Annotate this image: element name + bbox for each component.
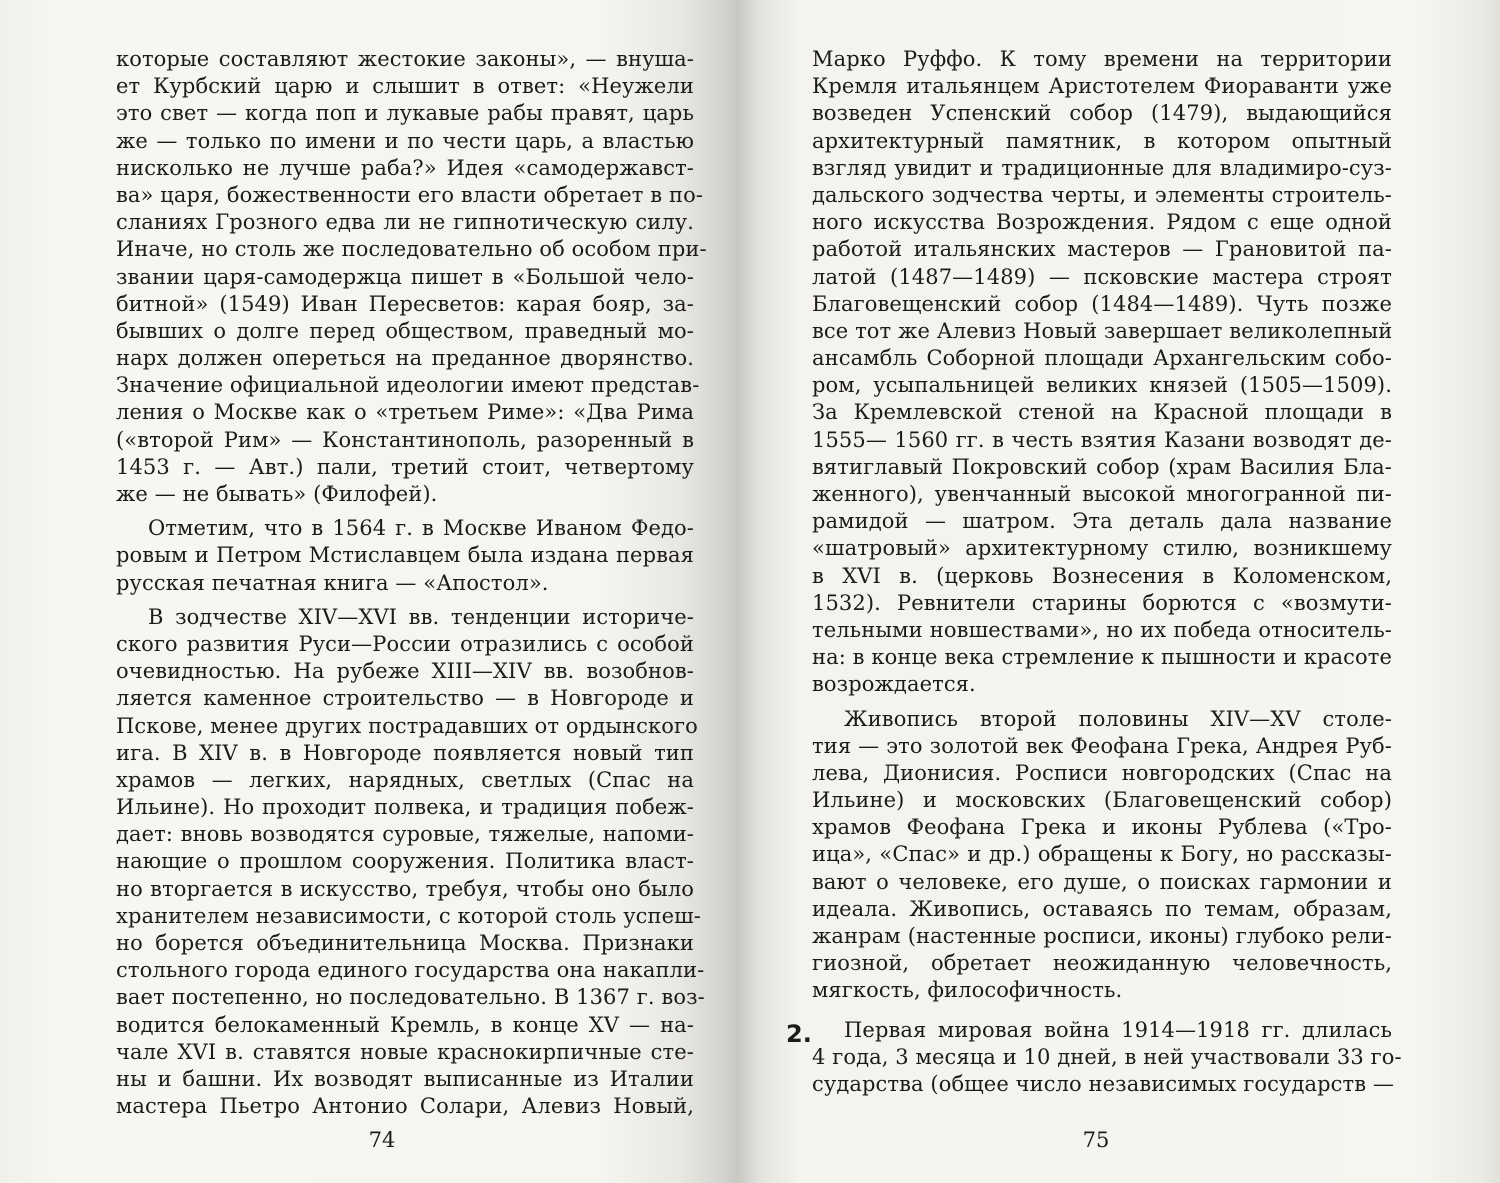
text-line: нающие о прошлом сооружения. Политика власт-	[116, 849, 694, 874]
text-line: стольного города единого государства она накапли-	[116, 958, 705, 983]
text-line: Марко Руффо. К тому времени на территории	[812, 47, 1392, 71]
text-line: русская печатная книга — «Апостол».	[116, 570, 549, 595]
text-line: звании царя-самодержца пишет в «Большой чело-	[116, 264, 694, 289]
text-line: ного искусства Возрождения. Рядом с еще одной	[812, 210, 1392, 235]
text-line: но борется объединительница Москва. Признаки	[116, 931, 694, 955]
text-line: архитектурный памятник, в котором опытный	[812, 128, 1392, 153]
text-line: ровым и Петром Мстиславцем была издана первая	[116, 543, 694, 568]
text-line: Живопись второй половины XIV—XV столе-	[844, 706, 1392, 731]
text-line: вятиглавый Покровский собор (храм Василия Бла-	[812, 454, 1392, 479]
text-line: дальского зодчества черты, и элементы строитель-	[812, 182, 1392, 207]
text-line: нарх должен опереться на преданное дворянство.	[116, 346, 694, 371]
text-line: водится белокаменный Кремль, в конце XV — на-	[116, 1012, 694, 1037]
text-line: возрождается.	[812, 672, 976, 697]
text-line: работой итальянских мастеров — Грановитой па-	[812, 237, 1392, 262]
text-line: 1532). Ревнители старины борются с «возмути-	[812, 590, 1392, 615]
text-line: латой (1487—1489) — псковские мастера строят	[812, 264, 1392, 289]
text-line: рамидой — шатром. Эта деталь дала название	[812, 509, 1392, 534]
text-line: сударства (общее число независимых государств —	[812, 1071, 1395, 1096]
text-line: Ильине). Но проходит полвека, и традиция побеж-	[116, 795, 694, 820]
text-line: на: в конце века стремление к пышности и красоте	[812, 645, 1392, 670]
text-line: Первая мировая война 1914—1918 гг. длилась	[844, 1017, 1392, 1042]
text-line: женного), увенчанный высокой многогранной пи-	[812, 482, 1392, 506]
text-line: 1555— 1560 гг. в честь взятия Казани возводят де-	[812, 427, 1392, 452]
text-line: которые составляют жестокие законы», — внуша-	[116, 47, 694, 71]
text-line: Ильине) и московских (Благовещенский собор)	[812, 788, 1392, 813]
text-line: жанрам (настенные росписи, иконы) глубоко рели-	[812, 924, 1392, 948]
text-line: («второй Рим» — Константинополь, разоренный в	[116, 427, 694, 452]
text-line: ны и башни. Их возводят выписанные из Италии	[116, 1066, 694, 1091]
text-line: тельными новшествами», но их победа относитель-	[812, 617, 1392, 642]
text-line: же — не бывать» (Филофей).	[116, 482, 438, 506]
text-line: вают о человеке, его душе, о поисках гармонии и	[812, 869, 1392, 894]
text-line: дает: вновь возводятся суровые, тяжелые, напоми-	[116, 822, 694, 847]
text-line: вает постепенно, но последовательно. В 1367 г. воз-	[116, 985, 705, 1010]
page-number: 75	[1082, 1128, 1110, 1152]
text-line: Пскове, менее других пострадавших от ордынского	[116, 713, 698, 738]
text-line: За Кремлевской стеной на Красной площади в	[812, 400, 1392, 425]
section-number: 2.	[786, 1020, 812, 1048]
text-line: но вторгается в искусство, требуя, чтобы оно было	[116, 876, 694, 901]
text-line: мастера Пьетро Антонио Солари, Алевиз Новый,	[116, 1094, 694, 1119]
text-line: лева, Дионисия. Росписи новгородских (Спас на	[812, 760, 1392, 785]
text-line: все тот же Алевиз Новый завершает великолепный	[812, 318, 1393, 343]
text-line: ром, усыпальницей великих князей (1505—1509).	[812, 373, 1392, 398]
text-line: в XVI в. (церковь Вознесения в Коломенском,	[812, 563, 1392, 588]
text-line: 1453 г. — Авт.) пали, третий стоит, четвертому	[116, 454, 694, 479]
text-line: сланиях Грозного едва ли не гипнотическую силу.	[116, 210, 694, 235]
text-line: Отметим, что в 1564 г. в Москве Иваном Федо-	[148, 516, 694, 541]
text-line: «шатровый» архитектурному стилю, возникшему	[812, 536, 1392, 561]
text-line: В зодчестве XIV—XVI вв. тенденции историче-	[148, 604, 694, 629]
text-line: ансамбль Соборной площади Архангельским собо-	[812, 346, 1392, 371]
text-line: это свет — когда поп и лукавые рабы правят, царь	[116, 101, 694, 126]
text-line: мягкость, философичность.	[812, 978, 1123, 1003]
text-line: Иначе, но столь же последовательно об особом при-	[116, 237, 707, 262]
text-line: чале XVI в. ставятся новые краснокирпичные сте-	[116, 1039, 694, 1064]
text-line: 4 года, 3 месяца и 10 дней, в ней участвовали 33 го-	[812, 1044, 1402, 1069]
text-line: Благовещенский собор (1484—1489). Чуть позже	[812, 291, 1392, 316]
text-line: взгляд увидит и традиционные для владимиро-суз-	[812, 155, 1392, 180]
text-line: ляется каменное строительство — в Новгороде и	[116, 686, 694, 711]
page-number: 74	[368, 1128, 396, 1152]
text-line: возведен Успенский собор (1479), выдающийся	[812, 101, 1392, 126]
text-line: хранителем независимости, с которой столь успеш-	[116, 903, 701, 928]
text-line: храмов Феофана Грека и иконы Рублева («Тро-	[812, 815, 1392, 840]
text-line: очевидностью. На рубеже XIII—XIV вв. возобнов-	[116, 659, 694, 684]
text-line: битной» (1549) Иван Пересветов: карая бояр, за-	[116, 291, 694, 316]
text-line: ига. В XIV в. в Новгороде появляется новый тип	[116, 740, 694, 765]
left-page	[116, 46, 707, 1120]
text-line: же — только по имени и по чести царь, а властью	[116, 128, 694, 153]
text-line: тия — это золотой век Феофана Грека, Андрея Руб-	[812, 733, 1392, 758]
text-line: ет Курбский царю и слышит в ответ: «Неужели	[116, 74, 694, 99]
text-line: ского развития Руси—России отразились с особой	[116, 631, 694, 656]
text-line: нисколько не лучше раба?» Идея «самодержавст-	[116, 155, 694, 180]
text-line: Значение официальной идеологии имеют представ-	[116, 373, 700, 398]
text-line: ва» царя, божественности его власти обретает в по-	[116, 182, 704, 207]
text-line: бывших о долге перед обществом, праведный мо-	[116, 318, 694, 343]
text-line: гиозной, обретает неожиданную человечность,	[812, 951, 1392, 976]
right-page	[812, 46, 1402, 1098]
text-line: ица», «Спас» и др.) обращены к Богу, но рассказы-	[812, 842, 1392, 867]
text-line: храмов — легких, нарядных, светлых (Спас на	[116, 767, 694, 792]
text-line: идеала. Живопись, оставаясь по темам, образам,	[812, 896, 1392, 921]
text-line: Кремля итальянцем Аристотелем Фиораванти уже	[812, 74, 1392, 99]
text-line: ления о Москве как о «третьем Риме»: «Два Рима	[116, 400, 694, 425]
